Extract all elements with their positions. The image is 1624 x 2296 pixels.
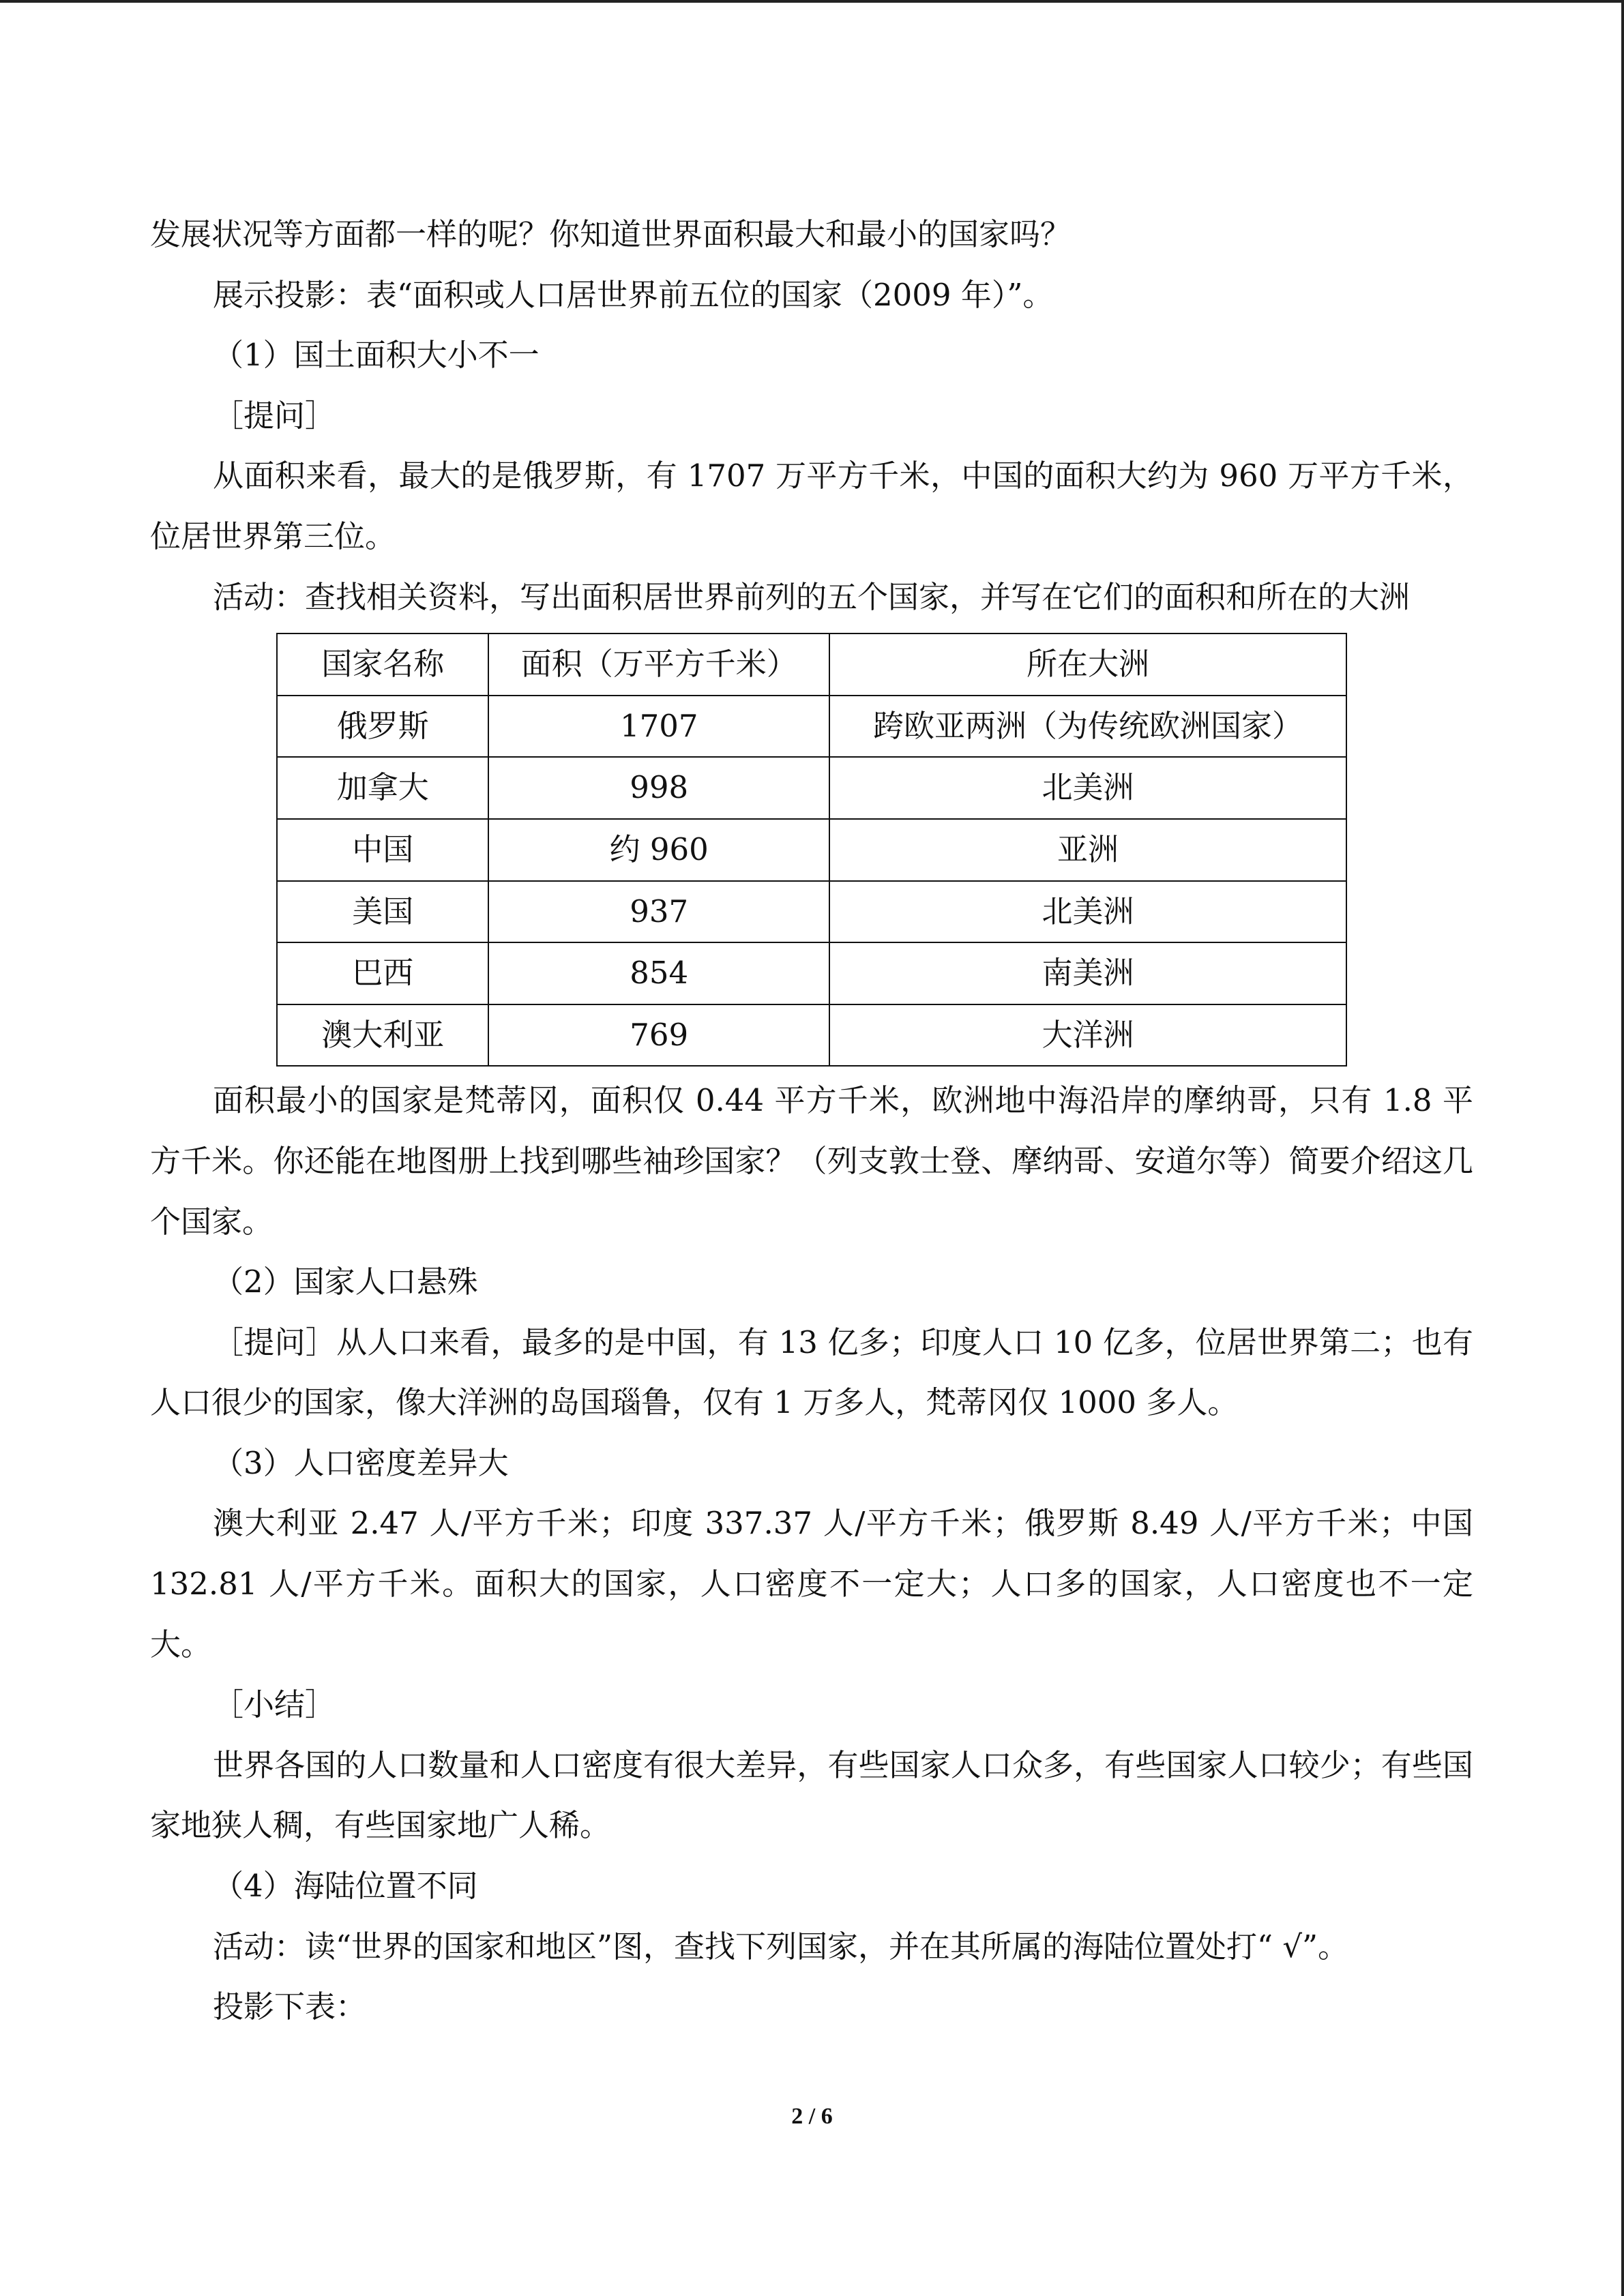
document-body: [150, 205, 1473, 2038]
paragraph: （4）海陆位置不同: [213, 1868, 478, 1905]
paragraph: 从面积来看，最大的是俄罗斯，有 1707 万平方千米，中国的面积大约为 960 万平方千米，位居世界第三位。: [150, 458, 1473, 554]
page-top-border: [0, 0, 1624, 3]
paragraph: ［提问］从人口来看，最多的是中国，有 13 亿多；印度人口 10 亿多，位居世界第二；也有人口很少的国家，像大洋洲的岛国瑙鲁，仅有 1 万多人，梵蒂冈仅 1000 多人。: [150, 1324, 1473, 1421]
paragraph: （3）人口密度差异大: [213, 1444, 509, 1481]
page-right-border: [1621, 0, 1624, 2296]
area-table-wrapper: [276, 633, 1347, 1067]
paragraph: 活动：读“世界的国家和地区”图，查找下列国家，并在其所属的海陆位置处打“ √”。: [213, 1928, 1349, 1965]
table-cell: 俄罗斯: [277, 696, 488, 758]
table-cell: 1707: [488, 696, 829, 758]
table-header-cell: 面积（万平方千米）: [488, 633, 829, 696]
table-row: [277, 881, 1346, 943]
area-table: [276, 633, 1347, 1067]
table-cell: 亚洲: [829, 819, 1346, 881]
table-cell: 769: [488, 1004, 829, 1067]
table-cell: 854: [488, 942, 829, 1004]
table-cell: 937: [488, 881, 829, 943]
table-cell: 加拿大: [277, 757, 488, 819]
paragraph: 活动：查找相关资料，写出面积居世界前列的五个国家，并写在它们的面积和所在的大洲: [213, 578, 1411, 615]
table-cell: 跨欧亚两洲（为传统欧洲国家）: [829, 696, 1346, 758]
paragraph: （2）国家人口悬殊: [213, 1264, 478, 1300]
table-cell: 大洋洲: [829, 1004, 1346, 1067]
table-cell: 998: [488, 757, 829, 819]
table-header-row: [277, 633, 1346, 696]
paragraph: （1）国土面积大小不一: [213, 337, 540, 374]
table-row: [277, 757, 1346, 819]
table-row: [277, 696, 1346, 758]
table-cell: 美国: [277, 881, 488, 943]
paragraph: 面积最小的国家是梵蒂冈，面积仅 0.44 平方千米，欧洲地中海沿岸的摩纳哥，只有 1.8 平方千米。你还能在地图册上找到哪些袖珍国家？（列支敦士登、摩纳哥、安道尔等）简要介绍这几个国家。: [150, 1082, 1473, 1240]
table-body: [277, 696, 1346, 1067]
paragraph: 世界各国的人口数量和人口密度有很大差异，有些国家人口众多，有些国家人口较少；有些国家地狭人稠，有些国家地广人稀。: [150, 1746, 1473, 1844]
paragraph: ［小结］: [213, 1686, 336, 1723]
table-row: [277, 942, 1346, 1004]
paragraph: 发展状况等方面都一样的呢？你知道世界面积最大和最小的国家吗？: [150, 216, 1072, 252]
paragraph: 澳大利亚 2.47 人/平方千米；印度 337.37 人/平方千米；俄罗斯 8.49 人/平方千米；中国 132.81 人/平方千米。面积大的国家，人口密度不一定大；人口多的国家，人口密度也不一定大。: [150, 1505, 1473, 1663]
table-cell: 巴西: [277, 942, 488, 1004]
paragraph: ［提问］: [213, 397, 336, 434]
paragraph: 投影下表：: [213, 1988, 367, 2025]
table-header-cell: 国家名称: [277, 633, 488, 696]
table-cell: 南美洲: [829, 942, 1346, 1004]
table-row: [277, 1004, 1346, 1067]
table-cell: 中国: [277, 819, 488, 881]
table-cell: 北美洲: [829, 757, 1346, 819]
page-number: 2 / 6: [791, 2104, 833, 2129]
table-cell: 约 960: [488, 819, 829, 881]
table-row: [277, 819, 1346, 881]
table-cell: 北美洲: [829, 881, 1346, 943]
paragraph: 展示投影：表“面积或人口居世界前五位的国家（2009 年）”。: [213, 276, 1054, 313]
table-cell: 澳大利亚: [277, 1004, 488, 1067]
paragraph-group-bottom: [150, 1071, 1473, 2038]
paragraph-group-top: [150, 205, 1473, 627]
table-header-cell: 所在大洲: [829, 633, 1346, 696]
